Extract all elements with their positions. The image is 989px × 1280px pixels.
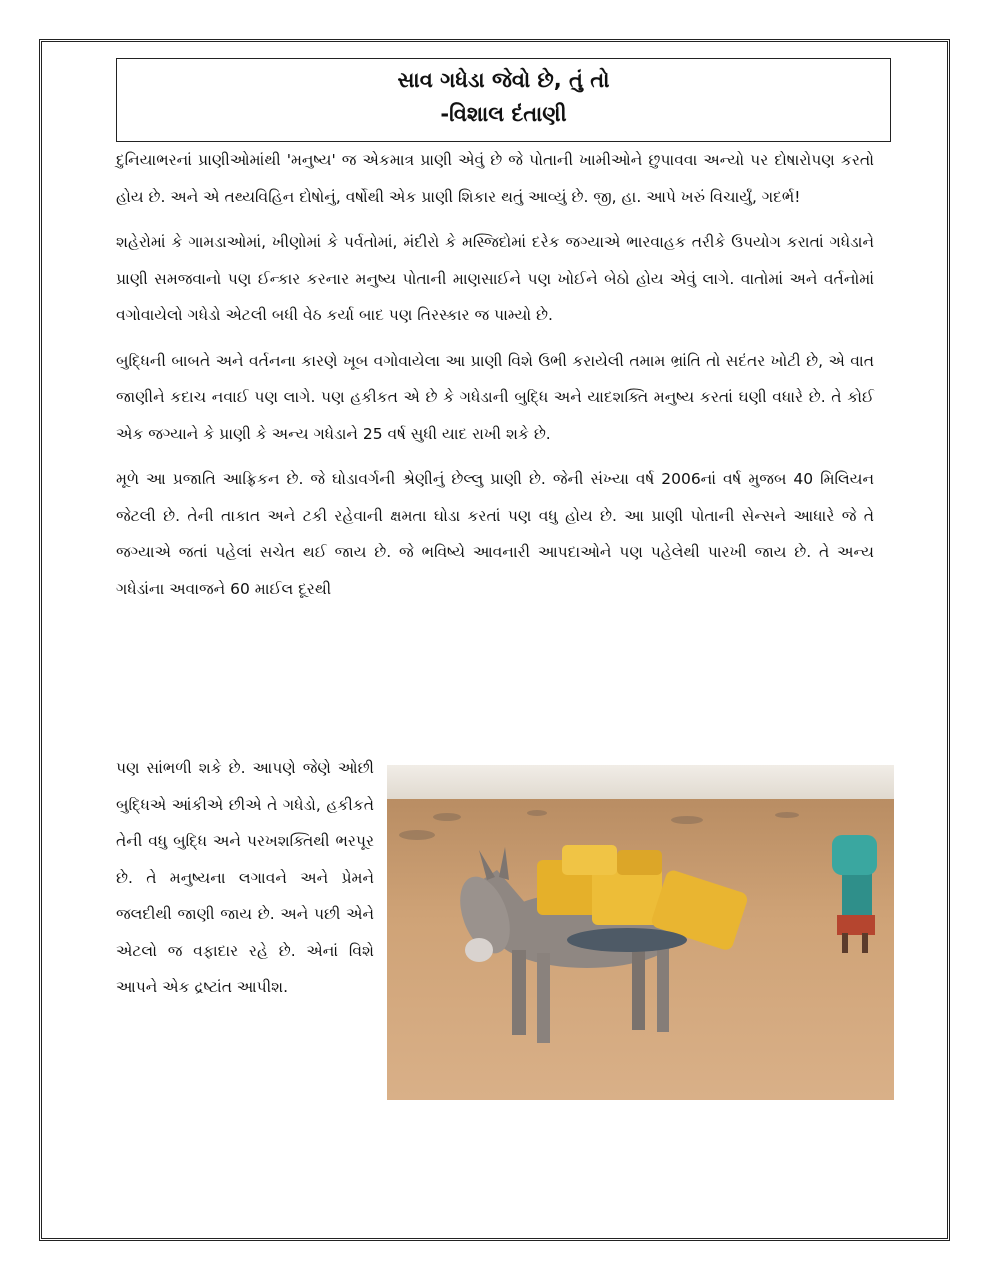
paragraph-3: બુદ્ધિની બાબતે અને વર્તનના કારણે ખૂબ વગોવાયેલા આ પ્રાણી વિશે ઉભી કરાયેલી તમામ ભ્રાંતિ તો સદંતર ખોટી છે, એ વાત જાણીને કદાચ નવાઈ પણ લાગે. પણ હકીકત એ છે કે ગધેડાની બુદ્ધિ અને યાદશક્તિ મનુષ્ય કરતાં ઘણી વધારે છે. તે કોઈ એક જગ્યાને કે પ્રાણી કે અન્ય ગધેડાને 25 વર્ષ સુધી યાદ રાખી શકે છે.: [116, 351, 874, 443]
article-title: સાવ ગધેડા જેવો છે, તું તો: [397, 68, 610, 92]
paragraph-5: પણ સાંભળી શકે છે. આપણે જેણે ઓછી બુદ્ધિએ આંકીએ છીએ તે ગધેડો, હકીકતે તેની વધુ બુદ્ધિ અને પરખશક્તિથી ભરપૂર છે. તે મનુષ્યના લગાવને અને પ્રેમને જલદીથી જાણી જાય છે. અને પછી એને એટલો જ વફાદાર રહે છે. એનાં વિશે આપને એક દ્રષ્ટાંત આપીશ.: [116, 759, 374, 996]
paragraph-2: શહેરોમાં કે ગામડાઓમાં, ખીણોમાં કે પર્વતોમાં, મંદીરો કે મસ્જિદોમાં દરેક જગ્યાએ ભારવાહક તરીકે ઉપયોગ કરાતાં ગધેડાને પ્રાણી સમજવાનો પણ ઈન્કાર કરનાર મનુષ્ય પોતાની માણસાઈને પણ ખોઈને બેઠો હોય એવું લાગે. વાતોમાં અને વર્તનોમાં વગોવાયેલો ગધેડો એટલી બધી વેઠ કર્યા બાદ પણ તિરસ્કાર જ પામ્યો છે.: [116, 233, 874, 324]
paragraph-4: મૂળે આ પ્રજાતિ આફ્રિકન છે. જે ઘોડાવર્ગની શ્રેણીનું છેલ્લુ પ્રાણી છે. જેની સંખ્યા વર્ષ 2006નાં વર્ષ મુજબ 40 મિલિયન જેટલી છે. તેની તાકાત અને ટકી રહેવાની ક્ષમતા ઘોડા કરતાં પણ વધુ હોય છે. આ પ્રાણી પોતાની સેન્સને આધારે જે તે જગ્યાએ જતાં પહેલાં સચેત થઈ જાય છે. જે ભવિષ્યે આવનારી આપદાઓને પણ પહેલેથી પારખી જાય છે. તે અન્ય ગધેડાંના અવાજને 60 માઈલ દૂરથી: [116, 470, 874, 598]
title-box: [116, 58, 891, 142]
article-body: [116, 142, 874, 616]
paragraph-1: દુનિયાભરનાં પ્રાણીઓમાંથી 'મનુષ્ય' જ એકમાત્ર પ્રાણી એવું છે જે પોતાની ખામીઓને છુપાવવા અન્યો પર દોષારોપણ કરતો હોય છે. અને એ તથ્યવિહિન દોષોનું, વર્ષોથી એક પ્રાણી શિકાર થતું આવ્યું છે. જી, હા. આપે ખરું વિચાર્યું, ગદર્ભ!: [116, 151, 874, 206]
donkey-photo: [387, 765, 894, 1100]
article-author: -વિશાલ દંતાણી: [440, 102, 567, 126]
